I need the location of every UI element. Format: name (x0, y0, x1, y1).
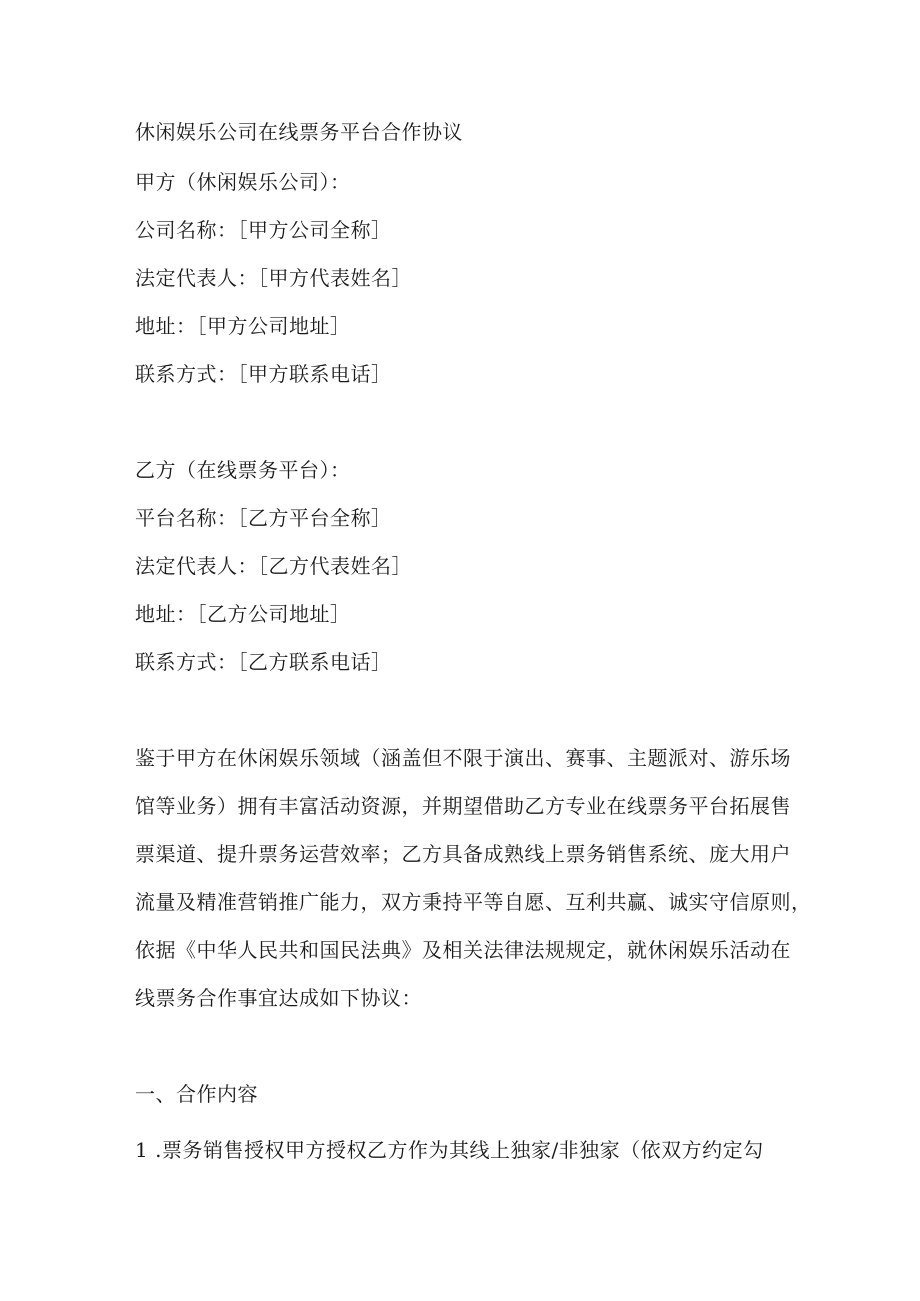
party-a-representative: 法定代表人：［甲方代表姓名］ (135, 266, 412, 290)
party-a-company-name: 公司名称：［甲方公司全称］ (135, 218, 392, 242)
preamble-line: 流量及精准营销推广能力，双方秉持平等自愿、互利共赢、诚实守信原则， (135, 890, 812, 914)
party-b-heading: 乙方（在线票务平台）： (135, 458, 351, 482)
preamble-line: 馆等业务）拥有丰富活动资源，并期望借助乙方专业在线票务平台拓展售 (135, 794, 791, 818)
party-b-representative: 法定代表人：［乙方代表姓名］ (135, 554, 412, 578)
party-a-heading: 甲方（休闲娱乐公司）： (135, 170, 351, 194)
document-title: 休闲娱乐公司在线票务平台合作协议 (135, 120, 463, 144)
party-a-contact: 联系方式：［甲方联系电话］ (135, 362, 392, 386)
party-b-platform-name: 平台名称：［乙方平台全称］ (135, 506, 392, 530)
party-b-contact: 联系方式：［乙方联系电话］ (135, 650, 392, 674)
preamble-line: 线票务合作事宜达成如下协议： (135, 986, 422, 1010)
section-1-heading: 一、合作内容 (135, 1082, 258, 1106)
section-1-item-1: 1 .票务销售授权甲方授权乙方作为其线上独家/非独家（依双方约定勾 (135, 1138, 764, 1162)
party-b-address: 地址：［乙方公司地址］ (135, 602, 351, 626)
preamble-line: 票渠道、提升票务运营效率；乙方具备成熟线上票务销售系统、庞大用户 (135, 842, 791, 866)
preamble-line: 鉴于甲方在休闲娱乐领域（涵盖但不限于演出、赛事、主题派对、游乐场 (135, 746, 791, 770)
party-a-address: 地址：［甲方公司地址］ (135, 314, 351, 338)
preamble-line: 依据《中华人民共和国民法典》及相关法律法规规定，就休闲娱乐活动在 (135, 938, 791, 962)
